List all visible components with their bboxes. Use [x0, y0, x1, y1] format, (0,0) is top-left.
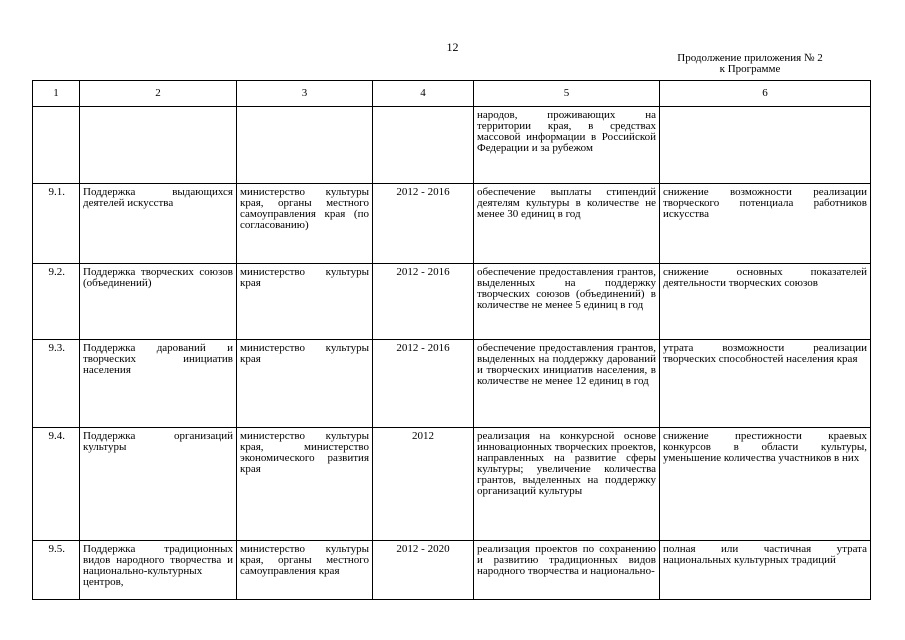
executor — [237, 107, 373, 184]
table-row — [33, 541, 871, 600]
column-number-row — [33, 81, 871, 107]
table-row — [33, 184, 871, 264]
period — [373, 107, 474, 184]
expected-result: обеспечение предоставления грантов, выделенных на поддержку творческих союзов (объединений) в количестве не менее 5 единиц в год — [474, 264, 660, 340]
executor: министерство культуры края, министерство экономического развития края — [237, 428, 373, 541]
measure-name: Поддержка выдающихся деятелей искусства — [80, 184, 237, 264]
appendix-subtitle: к Программе — [719, 63, 781, 75]
page-number: 12 — [446, 40, 459, 54]
appendix-title: Продолжение приложения № 2 — [677, 52, 823, 64]
measure-name — [80, 107, 237, 184]
consequence: полная или частичная утрата национальных культурных традиций — [660, 541, 871, 600]
consequence: снижение возможности реализации творческого потенциала работников искусства — [660, 184, 871, 264]
period: 2012 - 2020 — [373, 541, 474, 600]
period: 2012 - 2016 — [373, 264, 474, 340]
table-row — [33, 107, 871, 184]
row-number: 9.4. — [33, 428, 80, 541]
executor: министерство культуры края — [237, 264, 373, 340]
table-row — [33, 264, 871, 340]
expected-result: обеспечение выплаты стипендий деятелям культуры в количестве не менее 30 единиц в год — [474, 184, 660, 264]
column-number: 3 — [237, 81, 373, 107]
executor: министерство культуры края — [237, 340, 373, 428]
expected-result: реализация на конкурсной основе инновационных творческих проектов, направленных на развитие сферы культуры; увеличение количества грантов, выделенных на поддержку организаций культуры — [474, 428, 660, 541]
consequence: снижение основных показателей деятельности творческих союзов — [660, 264, 871, 340]
expected-result: обеспечение предоставления грантов, выделенных на поддержку дарований и творческих инициатив населения, в количестве не менее 12 единиц в год — [474, 340, 660, 428]
column-number: 1 — [33, 81, 80, 107]
column-number: 2 — [80, 81, 237, 107]
expected-result: реализация проектов по сохранению и развитию традиционных видов народного творчества и национально- — [474, 541, 660, 600]
consequence: снижение престижности краевых конкурсов в области культуры, уменьшение количества участников в них — [660, 428, 871, 541]
period: 2012 — [373, 428, 474, 541]
program-table — [32, 80, 871, 600]
executor: министерство культуры края, органы местного самоуправления края — [237, 541, 373, 600]
column-number: 4 — [373, 81, 474, 107]
consequence — [660, 107, 871, 184]
measure-name: Поддержка дарований и творческих инициатив населения — [80, 340, 237, 428]
executor: министерство культуры края, органы местного самоуправления края (по согласованию) — [237, 184, 373, 264]
period: 2012 - 2016 — [373, 340, 474, 428]
row-number: 9.1. — [33, 184, 80, 264]
consequence: утрата возможности реализации творческих способностей населения края — [660, 340, 871, 428]
row-number: 9.5. — [33, 541, 80, 600]
appendix-caption — [620, 53, 880, 75]
measure-name: Поддержка организаций культуры — [80, 428, 237, 541]
measure-name: Поддержка творческих союзов (объединений) — [80, 264, 237, 340]
table-row — [33, 428, 871, 541]
measure-name: Поддержка традиционных видов народного творчества и национально-культурных центров, — [80, 541, 237, 600]
row-number: 9.3. — [33, 340, 80, 428]
row-number: 9.2. — [33, 264, 80, 340]
table-row — [33, 340, 871, 428]
column-number: 6 — [660, 81, 871, 107]
column-number: 5 — [474, 81, 660, 107]
period: 2012 - 2016 — [373, 184, 474, 264]
expected-result: народов, проживающих на территории края, в средствах массовой информации в Российской Федерации и за рубежом — [474, 107, 660, 184]
row-number — [33, 107, 80, 184]
